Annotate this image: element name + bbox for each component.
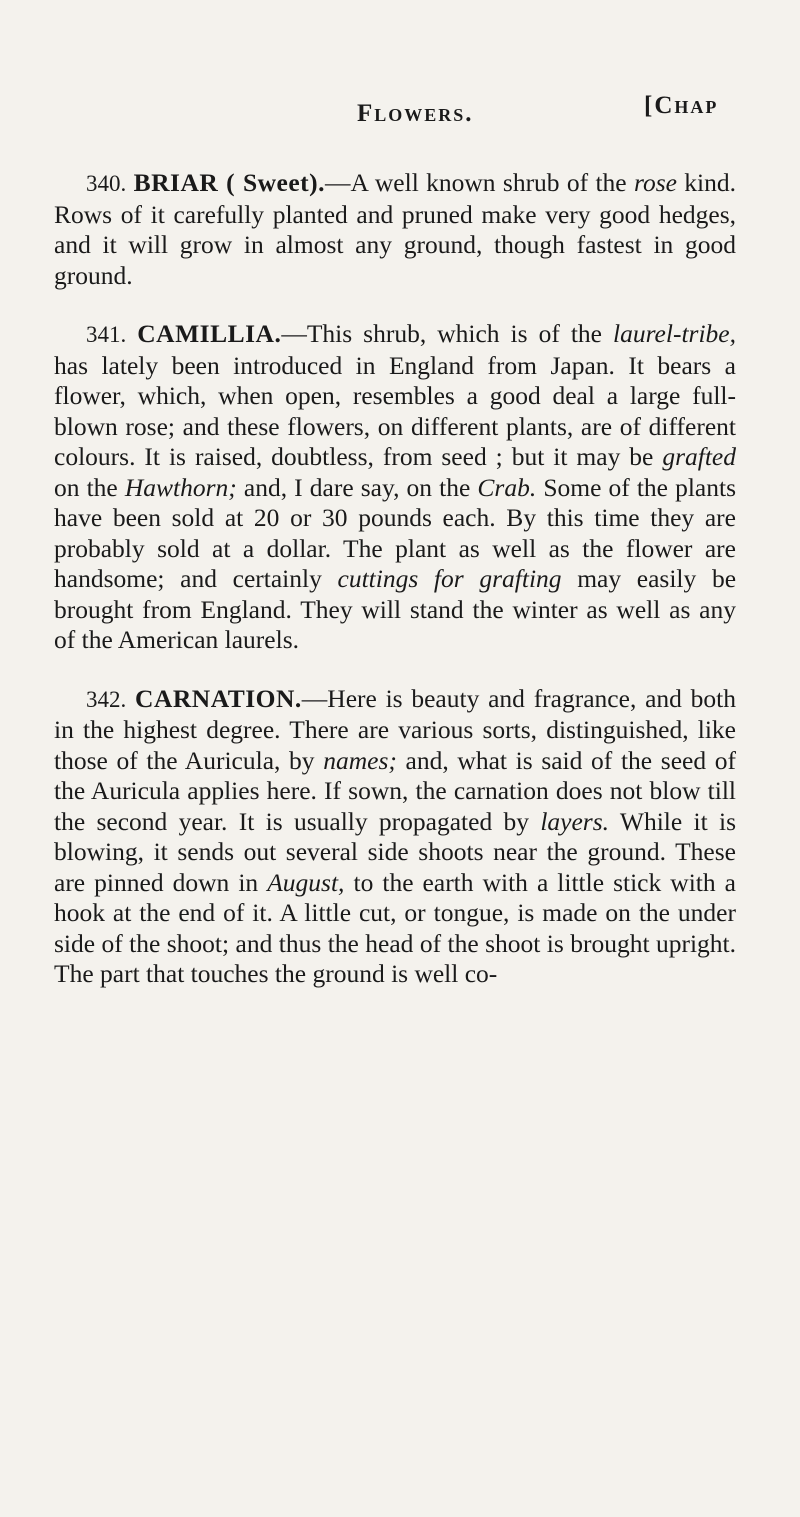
entry-heading: BRIAR ( Sweet). [133,168,326,197]
page-header [0,92,800,140]
entry-number: 340. [86,171,127,196]
entry-text: has lately been introduced in England from Japan. It bears a flower, which, when open, resembles a good deal a large full-blown rose; and these flowers, on different plants, are of different colours. It is raised, doubtless, from seed ; but it may be [54,350,736,471]
entry-italic-term: rose [633,168,677,197]
entry-heading: CARNATION. [135,683,302,713]
entry-340 [54,168,736,291]
entry-text: may easily be brought from England. They will stand the winter as well as any of the American laurels. [54,564,737,654]
chapter-mark: [Chap [644,92,719,119]
entry-text: to the earth with a little stick with a hook at the end of it. A little cut, or tongue, is made on the under side of the shoot; and thus the head of the shoot is brought upright. The part that touches the ground is well co- [54,867,736,988]
entry-number: 341. [86,322,127,347]
entry-text: A well known shrub of the [350,168,634,197]
running-title: Flowers. [357,100,474,127]
entry-text: kind. Rows of it carefully planted and pruned make very good hedges, and it will grow in almost any ground, though fastest in good ground. [54,168,737,290]
entry-italic-term: Crab. [477,472,537,502]
body-text [54,168,736,990]
entry-italic-term: cuttings for grafting [337,564,562,593]
entry-text: This shrub, which is of the [306,319,613,348]
entry-italic-term: August, [267,867,345,897]
entry-italic-term: laurel-tribe, [613,319,736,348]
entry-text: Some of the plants have been sold at 20 or 30 pounds each. By this time they are probably sold at a dollar. The plant as well as the flower are handsome; and certainly [54,472,736,593]
entry-dash: — [325,168,351,197]
entry-italic-term: Hawthorn; [124,472,237,502]
entry-text: While it is blowing, it sends out several side shoots near the ground. These are pinned down in [54,806,736,897]
entry-number: 342. [86,686,127,712]
entry-dash: — [301,683,328,713]
entry-341 [54,319,736,656]
entry-italic-term: layers. [540,806,610,836]
entry-heading: CAMILLIA. [137,319,282,348]
entry-italic-term: names; [323,745,397,775]
entry-text: and, I dare say, on the [236,472,478,502]
entry-italic-term: grafted [662,442,736,471]
entry-dash: — [281,319,307,348]
entry-text: Here is beauty and fragrance, and both in the highest degree. There are various sorts, distinguished, like those of the Auricula, by [54,683,737,775]
entry-text: and, what is said of the seed of the Auricula applies here. If sown, the carnation does not blow till the second year. It is usually propagated by [54,745,736,836]
entry-342 [54,684,736,990]
entry-text: on the [54,472,125,502]
